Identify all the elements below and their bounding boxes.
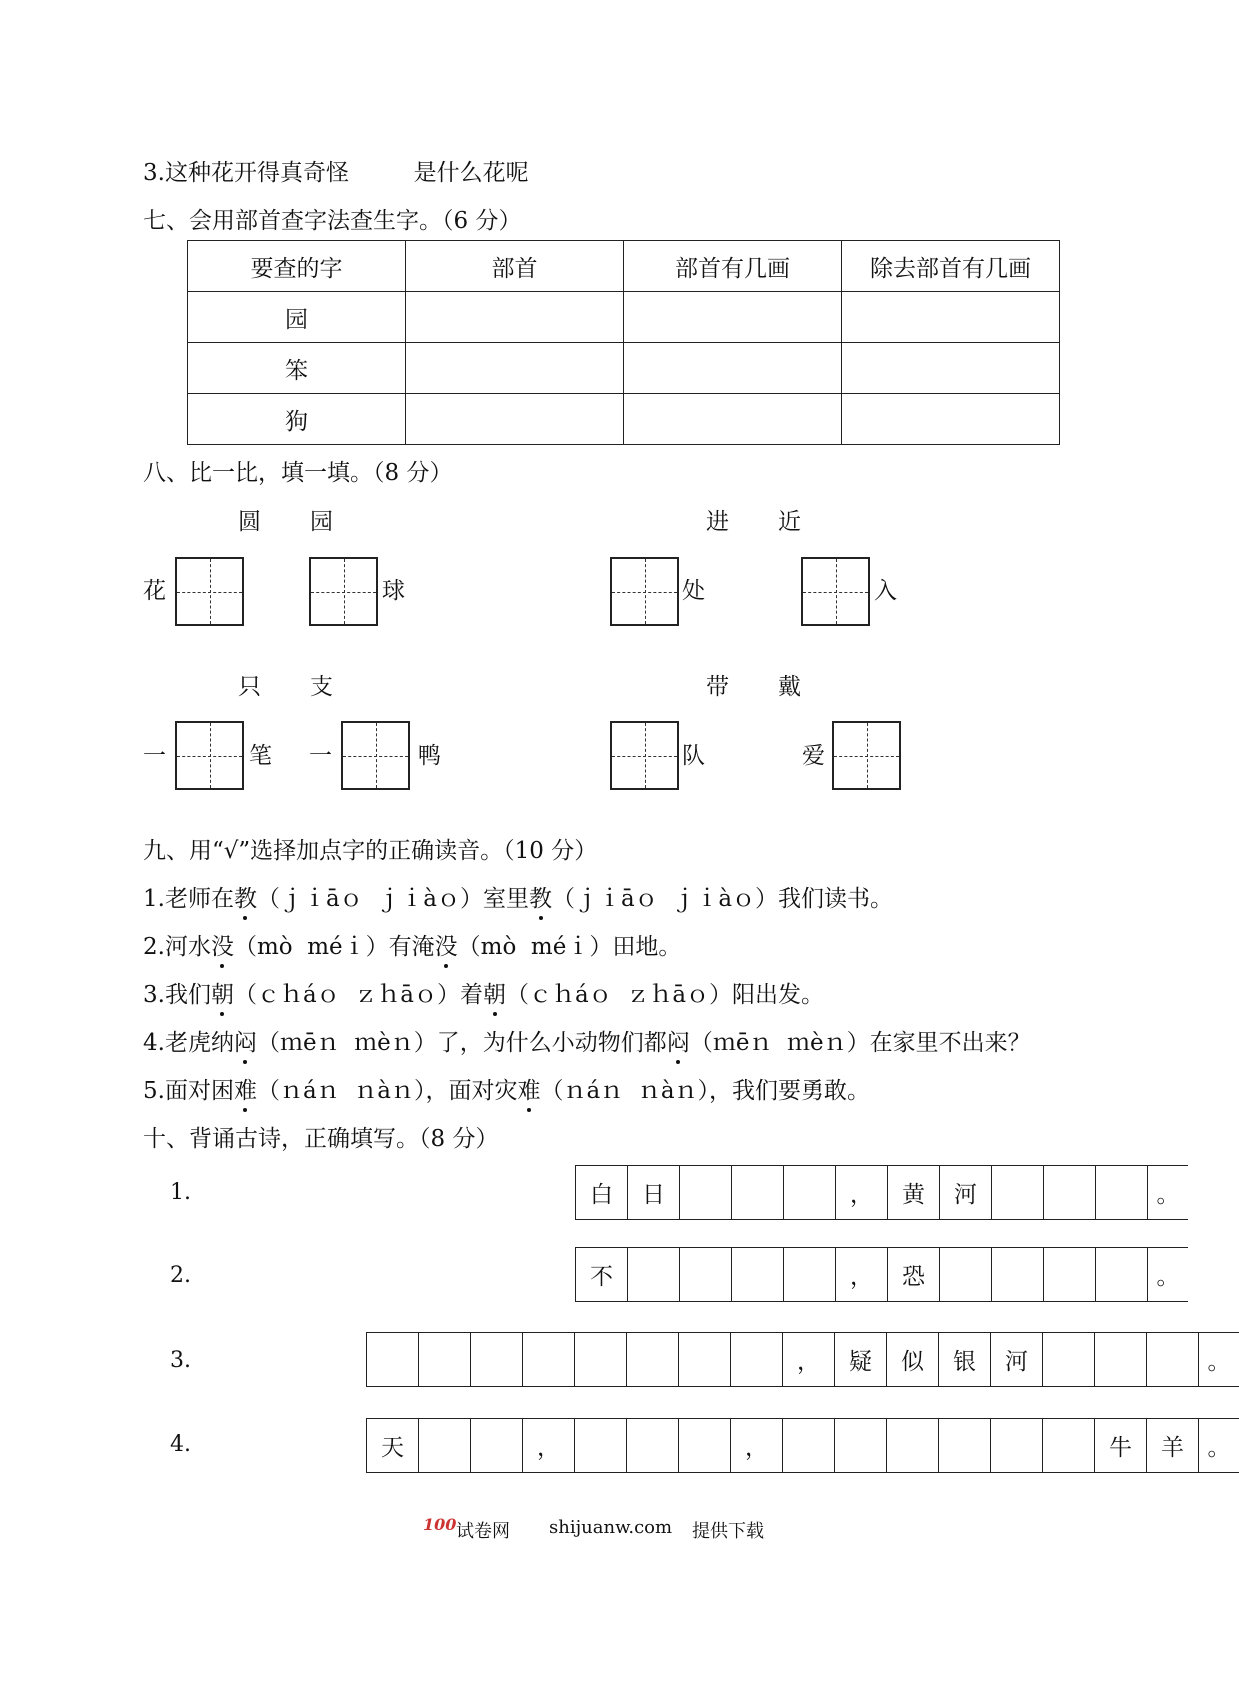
poem-blank-cell[interactable]: [680, 1166, 732, 1219]
item-number: 5.: [143, 1078, 165, 1104]
poem-char-cell: 。: [1207, 1349, 1231, 1375]
answer-cell[interactable]: [406, 292, 624, 343]
poem-blank-cell[interactable]: [523, 1333, 575, 1386]
poem-blank-cell[interactable]: [1147, 1333, 1199, 1386]
context-char: 鸭: [418, 743, 441, 769]
dotted-char: 难: [233, 1078, 257, 1104]
answer-cell[interactable]: [842, 292, 1060, 343]
item-number: 4.: [143, 1030, 165, 1056]
q6-item-3: [143, 158, 529, 188]
compare-word: 园: [310, 509, 333, 535]
poem-blank-cell[interactable]: [992, 1248, 1044, 1301]
dotted-char: 没: [210, 934, 234, 960]
poem-grid-4: [366, 1418, 1239, 1473]
poem-blank-cell[interactable]: [575, 1333, 627, 1386]
poem-blank-cell[interactable]: [991, 1419, 1043, 1472]
context-char: 笔: [249, 743, 272, 769]
poem-blank-cell[interactable]: [627, 1333, 679, 1386]
q9-title: 九、用“√”选择加点字的正确读音。（10 分）: [143, 838, 598, 864]
poem-blank-cell[interactable]: [1095, 1333, 1147, 1386]
poem-blank-cell[interactable]: [575, 1419, 627, 1472]
pinyin-choice[interactable]: （mò méｉ）有淹: [233, 934, 435, 960]
answer-cell[interactable]: [624, 394, 842, 445]
footer-provide: 提供下载: [692, 1521, 764, 1542]
poem-char-cell: ，: [836, 1166, 888, 1219]
poem-blank-cell[interactable]: [680, 1248, 732, 1301]
compare-word: 圆: [238, 509, 261, 535]
poem-blank-cell[interactable]: [679, 1419, 731, 1472]
compare-word: 支: [310, 674, 333, 700]
context-char: 爱: [802, 743, 825, 769]
poem-grid-3: [366, 1332, 1239, 1387]
poem-char-cell: ，: [523, 1419, 575, 1472]
poem-char-cell: 。: [1156, 1264, 1180, 1290]
tianzige-box[interactable]: [610, 557, 679, 626]
poem-blank-cell[interactable]: [731, 1333, 783, 1386]
poem-char-cell: 疑: [835, 1333, 887, 1386]
poem-char-cell: ，: [731, 1419, 783, 1472]
poem-char-cell: 牛: [1095, 1419, 1147, 1472]
poem-blank-cell[interactable]: [1043, 1419, 1095, 1472]
poem-blank-cell[interactable]: [992, 1166, 1044, 1219]
footer-site: shijuanw.com: [549, 1517, 673, 1538]
item-text: 面对困: [164, 1078, 234, 1104]
pinyin-choice[interactable]: （ｃｈáｏ ｚｈāｏ）着: [233, 982, 483, 1008]
q9-item-2: [143, 932, 681, 962]
pinyin-choice[interactable]: （ｃｈáｏ ｚｈāｏ）阳出发。: [506, 982, 825, 1008]
context-char: 入: [874, 578, 897, 604]
table-header-row: [188, 241, 1060, 292]
table-row: [188, 292, 1060, 343]
table-row: [188, 394, 1060, 445]
header-radical-strokes: 部首有几画: [624, 241, 842, 292]
poem-char-cell: 河: [991, 1333, 1043, 1386]
dotted-char: 朝: [210, 982, 234, 1008]
poem-blank-cell[interactable]: [939, 1419, 991, 1472]
poem-char-cell: 。: [1156, 1182, 1180, 1208]
q9-item-5: [143, 1076, 870, 1106]
poem-char-cell: ，: [783, 1333, 835, 1386]
poem-grid-1: [575, 1165, 1188, 1220]
poem-char-cell: 恐: [888, 1248, 940, 1301]
poem-blank-cell[interactable]: [1043, 1333, 1095, 1386]
dotted-char: 教: [233, 886, 257, 912]
pinyin-choice[interactable]: （ｍēｎ ｍèｎ）在家里不出来？: [689, 1030, 1031, 1056]
tianzige-box[interactable]: [175, 721, 244, 790]
radical-lookup-table: [187, 240, 1060, 445]
poem-blank-cell[interactable]: [732, 1248, 784, 1301]
poem-blank-cell[interactable]: [835, 1419, 887, 1472]
item-text: 我们: [164, 982, 211, 1008]
poem-blank-cell[interactable]: [628, 1248, 680, 1301]
tianzige-box[interactable]: [175, 557, 244, 626]
poem-blank-cell[interactable]: [419, 1333, 471, 1386]
dotted-char: 没: [434, 934, 458, 960]
poem-blank-cell[interactable]: [784, 1166, 836, 1219]
dotted-char: 闷: [233, 1030, 257, 1056]
poem-blank-cell[interactable]: [419, 1419, 471, 1472]
q9-item-1: [143, 884, 893, 914]
tianzige-box[interactable]: [610, 721, 679, 790]
poem-number: 2.: [170, 1263, 191, 1288]
compare-word: 进: [706, 509, 729, 535]
item-text: 老虎纳: [164, 1030, 234, 1056]
compare-word: 带: [706, 674, 729, 700]
poem-char-cell: 银: [939, 1333, 991, 1386]
poem-char-cell: 似: [887, 1333, 939, 1386]
item-text: 老师在: [164, 886, 234, 912]
poem-char-cell: ，: [836, 1248, 888, 1301]
context-char: 一: [309, 743, 332, 769]
row-char: 笨: [188, 343, 406, 394]
compare-word: 近: [778, 509, 801, 535]
poem-number: 4.: [170, 1432, 191, 1457]
poem-blank-cell[interactable]: [784, 1248, 836, 1301]
poem-blank-cell[interactable]: [940, 1248, 992, 1301]
header-radical: 部首: [406, 241, 624, 292]
row-char: 狗: [188, 394, 406, 445]
tianzige-box[interactable]: [341, 721, 410, 790]
poem-blank-cell[interactable]: [887, 1419, 939, 1472]
pinyin-choice[interactable]: （ｎáｎ ｎàｎ），面对灾: [256, 1078, 518, 1104]
dotted-char: 难: [517, 1078, 541, 1104]
poem-blank-cell[interactable]: [732, 1166, 784, 1219]
header-char: 要查的字: [188, 241, 406, 292]
poem-blank-cell[interactable]: [679, 1333, 731, 1386]
pinyin-choice[interactable]: （ｊｉāｏ ｊｉàｏ）室里: [256, 886, 529, 912]
tianzige-box[interactable]: [832, 721, 901, 790]
context-char: 球: [382, 578, 405, 604]
poem-char-cell: 天: [367, 1419, 419, 1472]
poem-char-cell: 黄: [888, 1166, 940, 1219]
pinyin-choice[interactable]: （ｎáｎ ｎàｎ），我们要勇敢。: [540, 1078, 871, 1104]
item-text: 河水: [164, 934, 211, 960]
poem-char-cell: 不: [576, 1248, 628, 1301]
poem-number: 3.: [170, 1348, 191, 1373]
pinyin-choice[interactable]: （ｊｉāｏ ｊｉàｏ）我们读书。: [552, 886, 894, 912]
context-char: 一: [143, 743, 166, 769]
q10-title: 十、背诵古诗，正确填写。（8 分）: [143, 1126, 499, 1152]
dotted-char: 教: [529, 886, 552, 912]
answer-cell[interactable]: [406, 343, 624, 394]
pinyin-choice[interactable]: （ｍēｎ ｍèｎ）了，为什么小动物们都: [256, 1030, 667, 1056]
poem-blank-cell[interactable]: [627, 1419, 679, 1472]
poem-char-cell: 羊: [1147, 1419, 1199, 1472]
table-row: [188, 343, 1060, 394]
site-logo: 100: [423, 1515, 457, 1534]
compare-word: 戴: [778, 674, 801, 700]
context-char: 队: [682, 743, 705, 769]
answer-cell[interactable]: [406, 394, 624, 445]
poem-blank-cell[interactable]: [367, 1333, 419, 1386]
q9-item-4: [143, 1028, 1031, 1058]
q6-item-3-tail: 是什么花呢: [413, 160, 529, 186]
context-char: 处: [682, 578, 705, 604]
dotted-char: 朝: [483, 982, 506, 1008]
answer-cell[interactable]: [842, 343, 1060, 394]
context-char: 花: [143, 578, 166, 604]
q9-item-3: [143, 980, 824, 1010]
answer-cell[interactable]: [624, 292, 842, 343]
footer-site-cn: 试卷网: [456, 1521, 510, 1542]
poem-number: 1.: [170, 1180, 191, 1205]
compare-word: 只: [238, 674, 261, 700]
header-remaining-strokes: 除去部首有几画: [842, 241, 1060, 292]
answer-cell[interactable]: [842, 394, 1060, 445]
item-number: 1.: [143, 886, 165, 912]
tianzige-box[interactable]: [309, 557, 378, 626]
poem-blank-cell[interactable]: [783, 1419, 835, 1472]
q8-title: 八、比一比，填一填。（8 分）: [143, 460, 453, 486]
dotted-char: 闷: [666, 1030, 690, 1056]
pinyin-choice[interactable]: （mò méｉ）田地。: [457, 934, 682, 960]
item-number: 2.: [143, 934, 165, 960]
item-number: 3.: [143, 982, 165, 1008]
tianzige-box[interactable]: [801, 557, 870, 626]
poem-char-cell: 日: [628, 1166, 680, 1219]
row-char: 园: [188, 292, 406, 343]
q7-title: 七、会用部首查字法查生字。（6 分）: [143, 208, 522, 234]
poem-blank-cell[interactable]: [1096, 1166, 1148, 1219]
poem-blank-cell[interactable]: [471, 1333, 523, 1386]
poem-blank-cell[interactable]: [1096, 1248, 1148, 1301]
poem-grid-2: [575, 1247, 1188, 1302]
poem-char-cell: 。: [1207, 1435, 1231, 1461]
answer-cell[interactable]: [624, 343, 842, 394]
poem-blank-cell[interactable]: [1044, 1248, 1096, 1301]
poem-char-cell: 河: [940, 1166, 992, 1219]
poem-blank-cell[interactable]: [1044, 1166, 1096, 1219]
poem-char-cell: 白: [576, 1166, 628, 1219]
q6-item-3-text: 3.这种花开得真奇怪: [143, 160, 349, 186]
poem-blank-cell[interactable]: [471, 1419, 523, 1472]
